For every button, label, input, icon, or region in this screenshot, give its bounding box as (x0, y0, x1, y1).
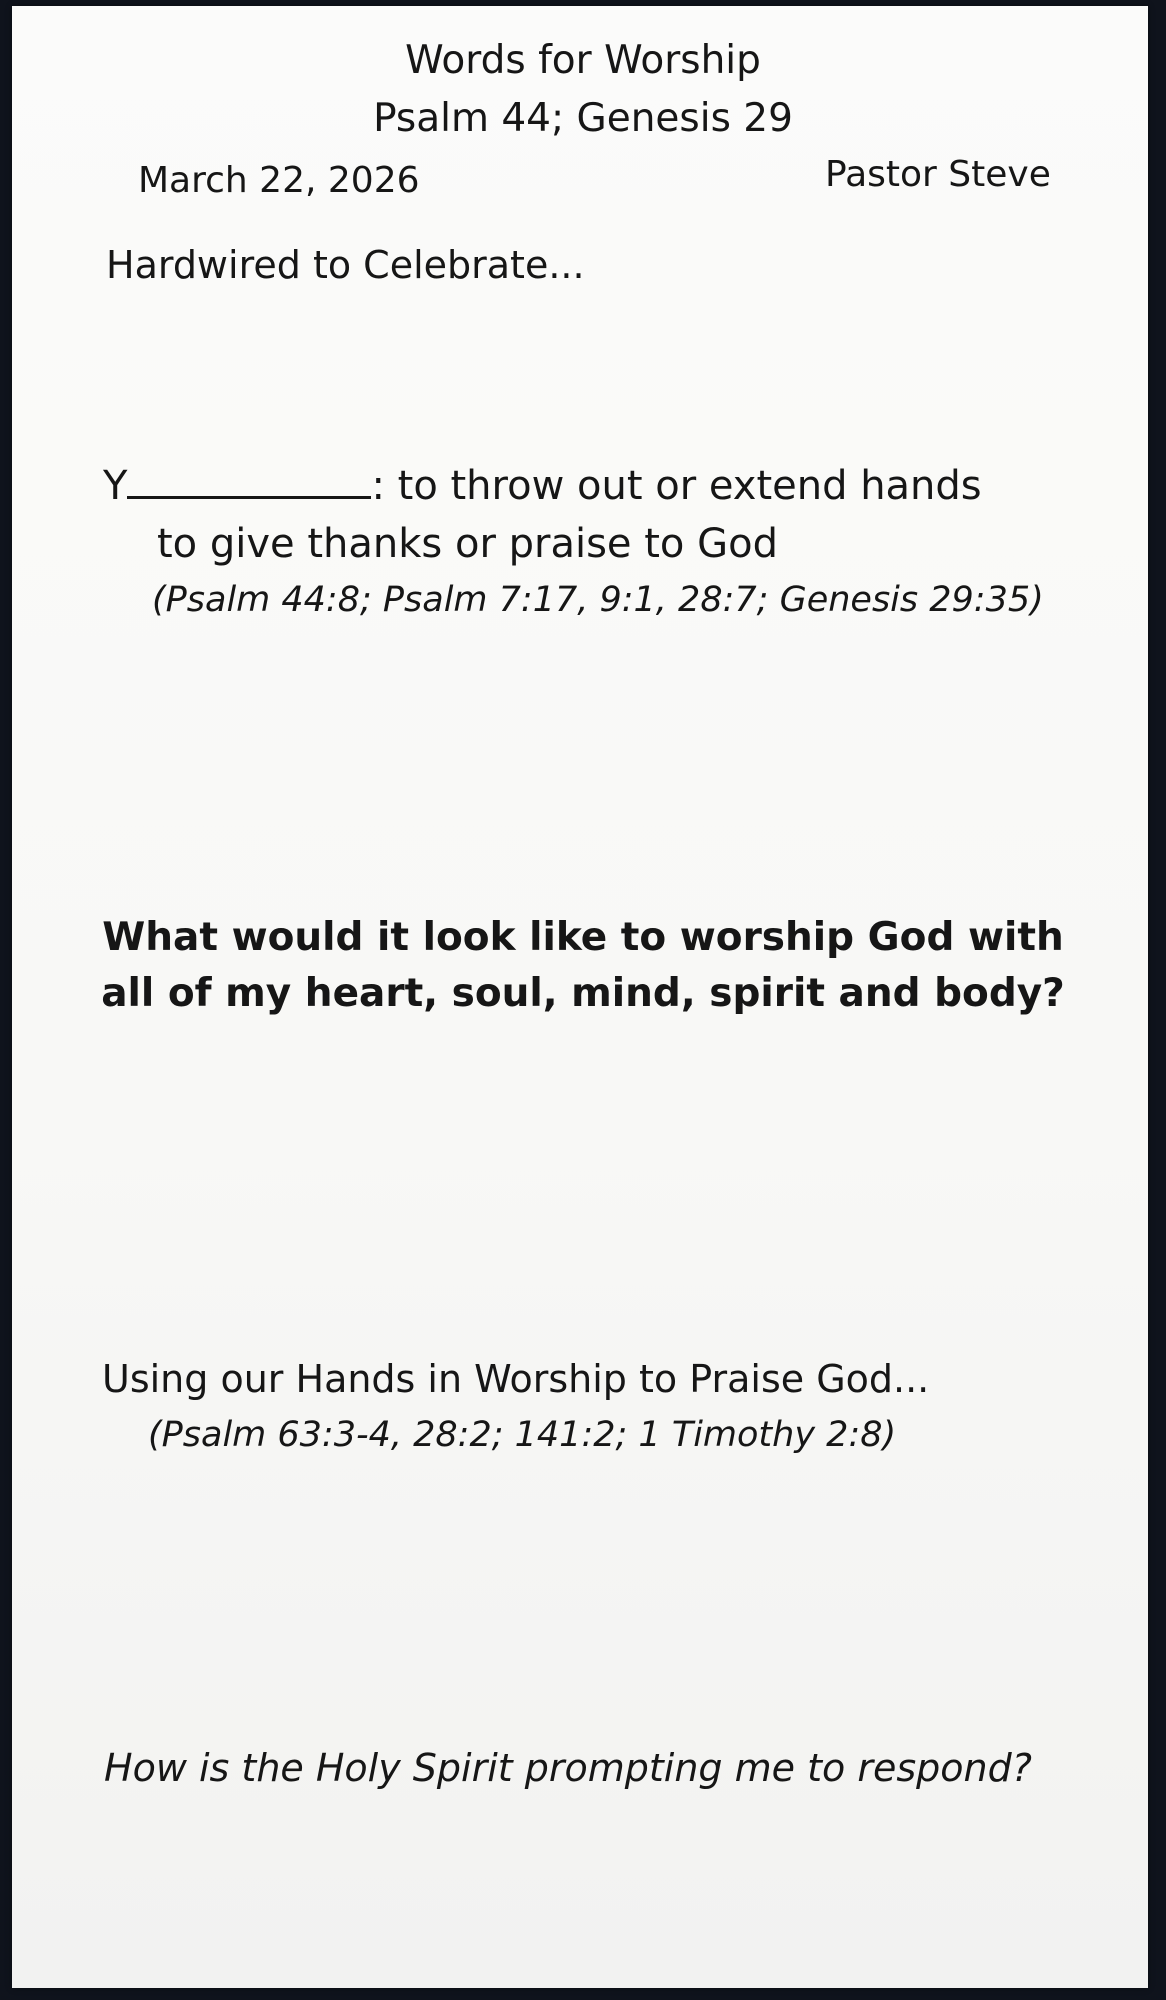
reflection-question-respond: How is the Holy Spirit prompting me to respond? (104, 1746, 1032, 1790)
reflection-question-worship (0, 910, 1166, 1022)
definition-text-line2: to give thanks or praise to God (157, 521, 778, 567)
definition-references: (Psalm 44:8; Psalm 7:17, 9:1, 28:7; Genesis 29:35) (152, 580, 1044, 620)
section-heading-celebrate: Hardwired to Celebrate... (106, 243, 585, 287)
sermon-date: March 22, 2026 (138, 160, 420, 201)
definition-text-line1: : to throw out or extend hands (371, 463, 982, 509)
page-title: Words for Worship (405, 38, 761, 83)
definition-first-letter: Y (103, 463, 128, 509)
pastor-name: Pastor Steve (825, 154, 1051, 195)
section-heading-hands: Using our Hands in Worship to Praise God... (102, 1357, 930, 1401)
hands-references: (Psalm 63:3-4, 28:2; 141:2; 1 Timothy 2:8) (148, 1415, 897, 1455)
reflection-question-text: What would it look like to worship God with all of my heart, soul, mind, spirit and body? (101, 915, 1065, 1016)
fill-in-blank (127, 462, 371, 499)
fill-in-definition (103, 462, 982, 509)
scripture-subtitle: Psalm 44; Genesis 29 (373, 96, 793, 141)
